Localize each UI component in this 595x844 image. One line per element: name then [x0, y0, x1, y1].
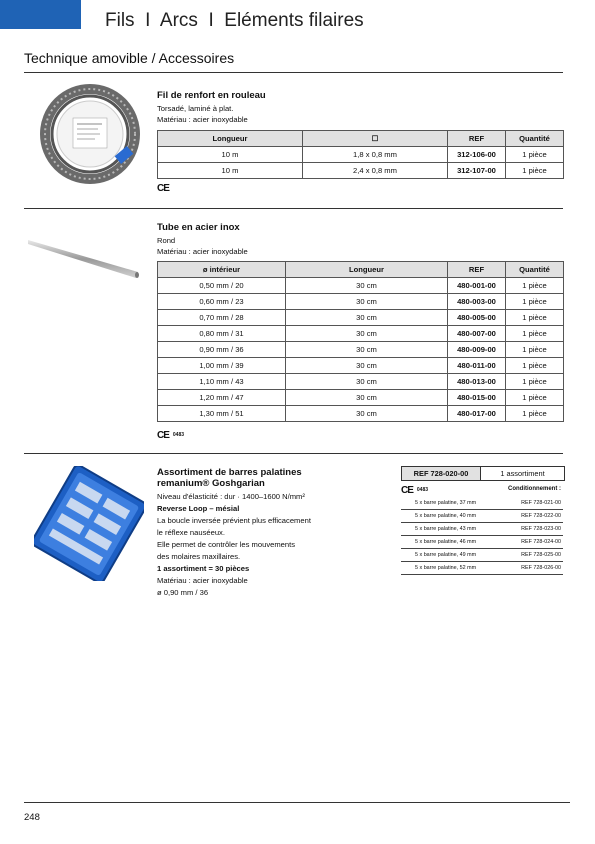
list-item [401, 523, 563, 536]
cell: 30 cm [286, 310, 448, 326]
table-row [158, 326, 564, 342]
cell: 1 pièce [506, 406, 564, 422]
ref-box [401, 466, 565, 481]
cell-ref: 480-009-00 [448, 342, 506, 358]
cell-ref: 480-015-00 [448, 390, 506, 406]
product3-text: le réflexe nauséeux. [157, 528, 225, 537]
product2-material: Matériau : acier inoxydable [157, 247, 248, 256]
cell: 1 pièce [506, 278, 564, 294]
table-row [158, 163, 564, 179]
cell-ref: 480-017-00 [448, 406, 506, 422]
list-item [401, 497, 563, 510]
cell: 1 pièce [506, 358, 564, 374]
cell: 30 cm [286, 358, 448, 374]
ce-mark [401, 485, 428, 496]
ce-mark: CE [157, 183, 169, 194]
list-item [401, 549, 563, 562]
product2-table [157, 261, 564, 422]
footer-divider [24, 802, 570, 803]
item-description: 5 x barre palatine, 52 mm [415, 565, 477, 571]
cell-ref: 480-011-00 [448, 358, 506, 374]
cell: 30 cm [286, 326, 448, 342]
item-description: 5 x barre palatine, 37 mm [415, 500, 477, 506]
table-row [158, 147, 564, 163]
cell: 0,90 mm / 36 [158, 342, 286, 358]
assortment-box-image [34, 466, 144, 581]
table-row [158, 358, 564, 374]
cell: 1 pièce [506, 147, 564, 163]
product3-loop: Reverse Loop – mésial [157, 504, 240, 513]
product3-title: Assortiment de barres palatines [157, 467, 302, 478]
conditioning-label: Conditionnement : [508, 486, 561, 492]
cell: 0,50 mm / 20 [158, 278, 286, 294]
item-description: 5 x barre palatine, 46 mm [415, 539, 477, 545]
cell: 30 cm [286, 406, 448, 422]
cell: 10 m [158, 147, 303, 163]
table-row [158, 374, 564, 390]
item-ref: REF 728-022-00 [521, 513, 561, 519]
cell: 1 pièce [506, 342, 564, 358]
cell: 1 pièce [506, 326, 564, 342]
col-ref: REF [448, 131, 506, 147]
table-row [158, 390, 564, 406]
col-diametre: ø intérieur [158, 262, 286, 278]
product1-material: Matériau : acier inoxydable [157, 115, 248, 124]
steel-tube-image [28, 230, 143, 290]
section-title: Technique amovible / Accessoires [24, 50, 235, 66]
list-item [401, 510, 563, 523]
product3-quantity: 1 assortiment = 30 pièces [157, 564, 250, 573]
product1-table [157, 130, 564, 179]
col-quantite: Quantité [506, 262, 564, 278]
cell-ref: 480-003-00 [448, 294, 506, 310]
col-longueur: Longueur [158, 131, 303, 147]
ce-label: CE [157, 430, 169, 441]
table-row [158, 310, 564, 326]
item-ref: REF 728-021-00 [521, 500, 561, 506]
ce-label: CE [401, 485, 413, 496]
cell: 1,20 mm / 47 [158, 390, 286, 406]
table-row [158, 406, 564, 422]
product1-desc: Torsadé, laminé à plat. [157, 104, 234, 113]
cell: 30 cm [286, 390, 448, 406]
cell: 0,70 mm / 28 [158, 310, 286, 326]
cell: 0,80 mm / 31 [158, 326, 286, 342]
product3-text: des molaires maxillaires. [157, 552, 241, 561]
item-description: 5 x barre palatine, 43 mm [415, 526, 477, 532]
cell-ref: 480-013-00 [448, 374, 506, 390]
table-row [158, 294, 564, 310]
item-ref: REF 728-023-00 [521, 526, 561, 532]
item-ref: REF 728-024-00 [521, 539, 561, 545]
product3-text: Elle permet de contrôler les mouvements [157, 540, 296, 549]
col-longueur: Longueur [286, 262, 448, 278]
cell: 1 pièce [506, 390, 564, 406]
product3-elasticity: Niveau d'élasticité : dur · 1400–1600 N/mm² [157, 492, 305, 501]
product3-material: Matériau : acier inoxydable [157, 576, 248, 585]
col-dimension: ☐ [303, 131, 448, 147]
cell: 1 pièce [506, 163, 564, 179]
ce-number: 0483 [416, 487, 429, 494]
product3-text: La boucle inversée prévient plus efficacement [157, 516, 311, 525]
product3-diameter: ø 0,90 mm / 36 [157, 588, 209, 597]
page-title: Fils I Arcs I Eléments filaires [105, 10, 364, 31]
product2-title: Tube en acier inox [157, 222, 240, 233]
ce-number: 0483 [172, 432, 185, 439]
product2-desc: Rond [157, 236, 176, 245]
cell: 30 cm [286, 374, 448, 390]
wire-coil-image [40, 84, 140, 184]
cell: 30 cm [286, 294, 448, 310]
section-divider [24, 72, 563, 73]
cell-ref: 312-106-00 [448, 147, 506, 163]
item-description: 5 x barre palatine, 49 mm [415, 552, 477, 558]
ref-quantity: 1 assortiment [500, 469, 545, 478]
col-quantite: Quantité [506, 131, 564, 147]
page-number: 248 [24, 812, 40, 823]
header-color-tab [0, 0, 81, 29]
list-item [401, 562, 563, 575]
cell-ref: 480-001-00 [448, 278, 506, 294]
item-description: 5 x barre palatine, 40 mm [415, 513, 477, 519]
cell: 1,8 x 0,8 mm [303, 147, 448, 163]
cell-ref: 480-005-00 [448, 310, 506, 326]
product3-title-line2: remanium® Goshgarian [157, 478, 265, 489]
cell: 30 cm [286, 342, 448, 358]
list-item [401, 536, 563, 549]
ce-mark [157, 430, 184, 441]
ref-label: REF 728-020-00 [402, 467, 481, 480]
cell: 2,4 x 0,8 mm [303, 163, 448, 179]
col-ref: REF [448, 262, 506, 278]
cell: 0,60 mm / 23 [158, 294, 286, 310]
conditioning-list [401, 497, 563, 575]
cell-ref: 312-107-00 [448, 163, 506, 179]
table-row [158, 342, 564, 358]
cell: 1,30 mm / 51 [158, 406, 286, 422]
item-ref: REF 728-026-00 [521, 565, 561, 571]
cell: 1 pièce [506, 310, 564, 326]
cell-ref: 480-007-00 [448, 326, 506, 342]
cell: 1,10 mm / 43 [158, 374, 286, 390]
item-ref: REF 728-025-00 [521, 552, 561, 558]
cell: 1,00 mm / 39 [158, 358, 286, 374]
section-divider [24, 453, 563, 454]
cell: 1 pièce [506, 374, 564, 390]
section-divider [24, 208, 563, 209]
cell: 30 cm [286, 278, 448, 294]
product1-title: Fil de renfort en rouleau [157, 90, 266, 101]
table-row [158, 278, 564, 294]
cell: 10 m [158, 163, 303, 179]
cell: 1 pièce [506, 294, 564, 310]
